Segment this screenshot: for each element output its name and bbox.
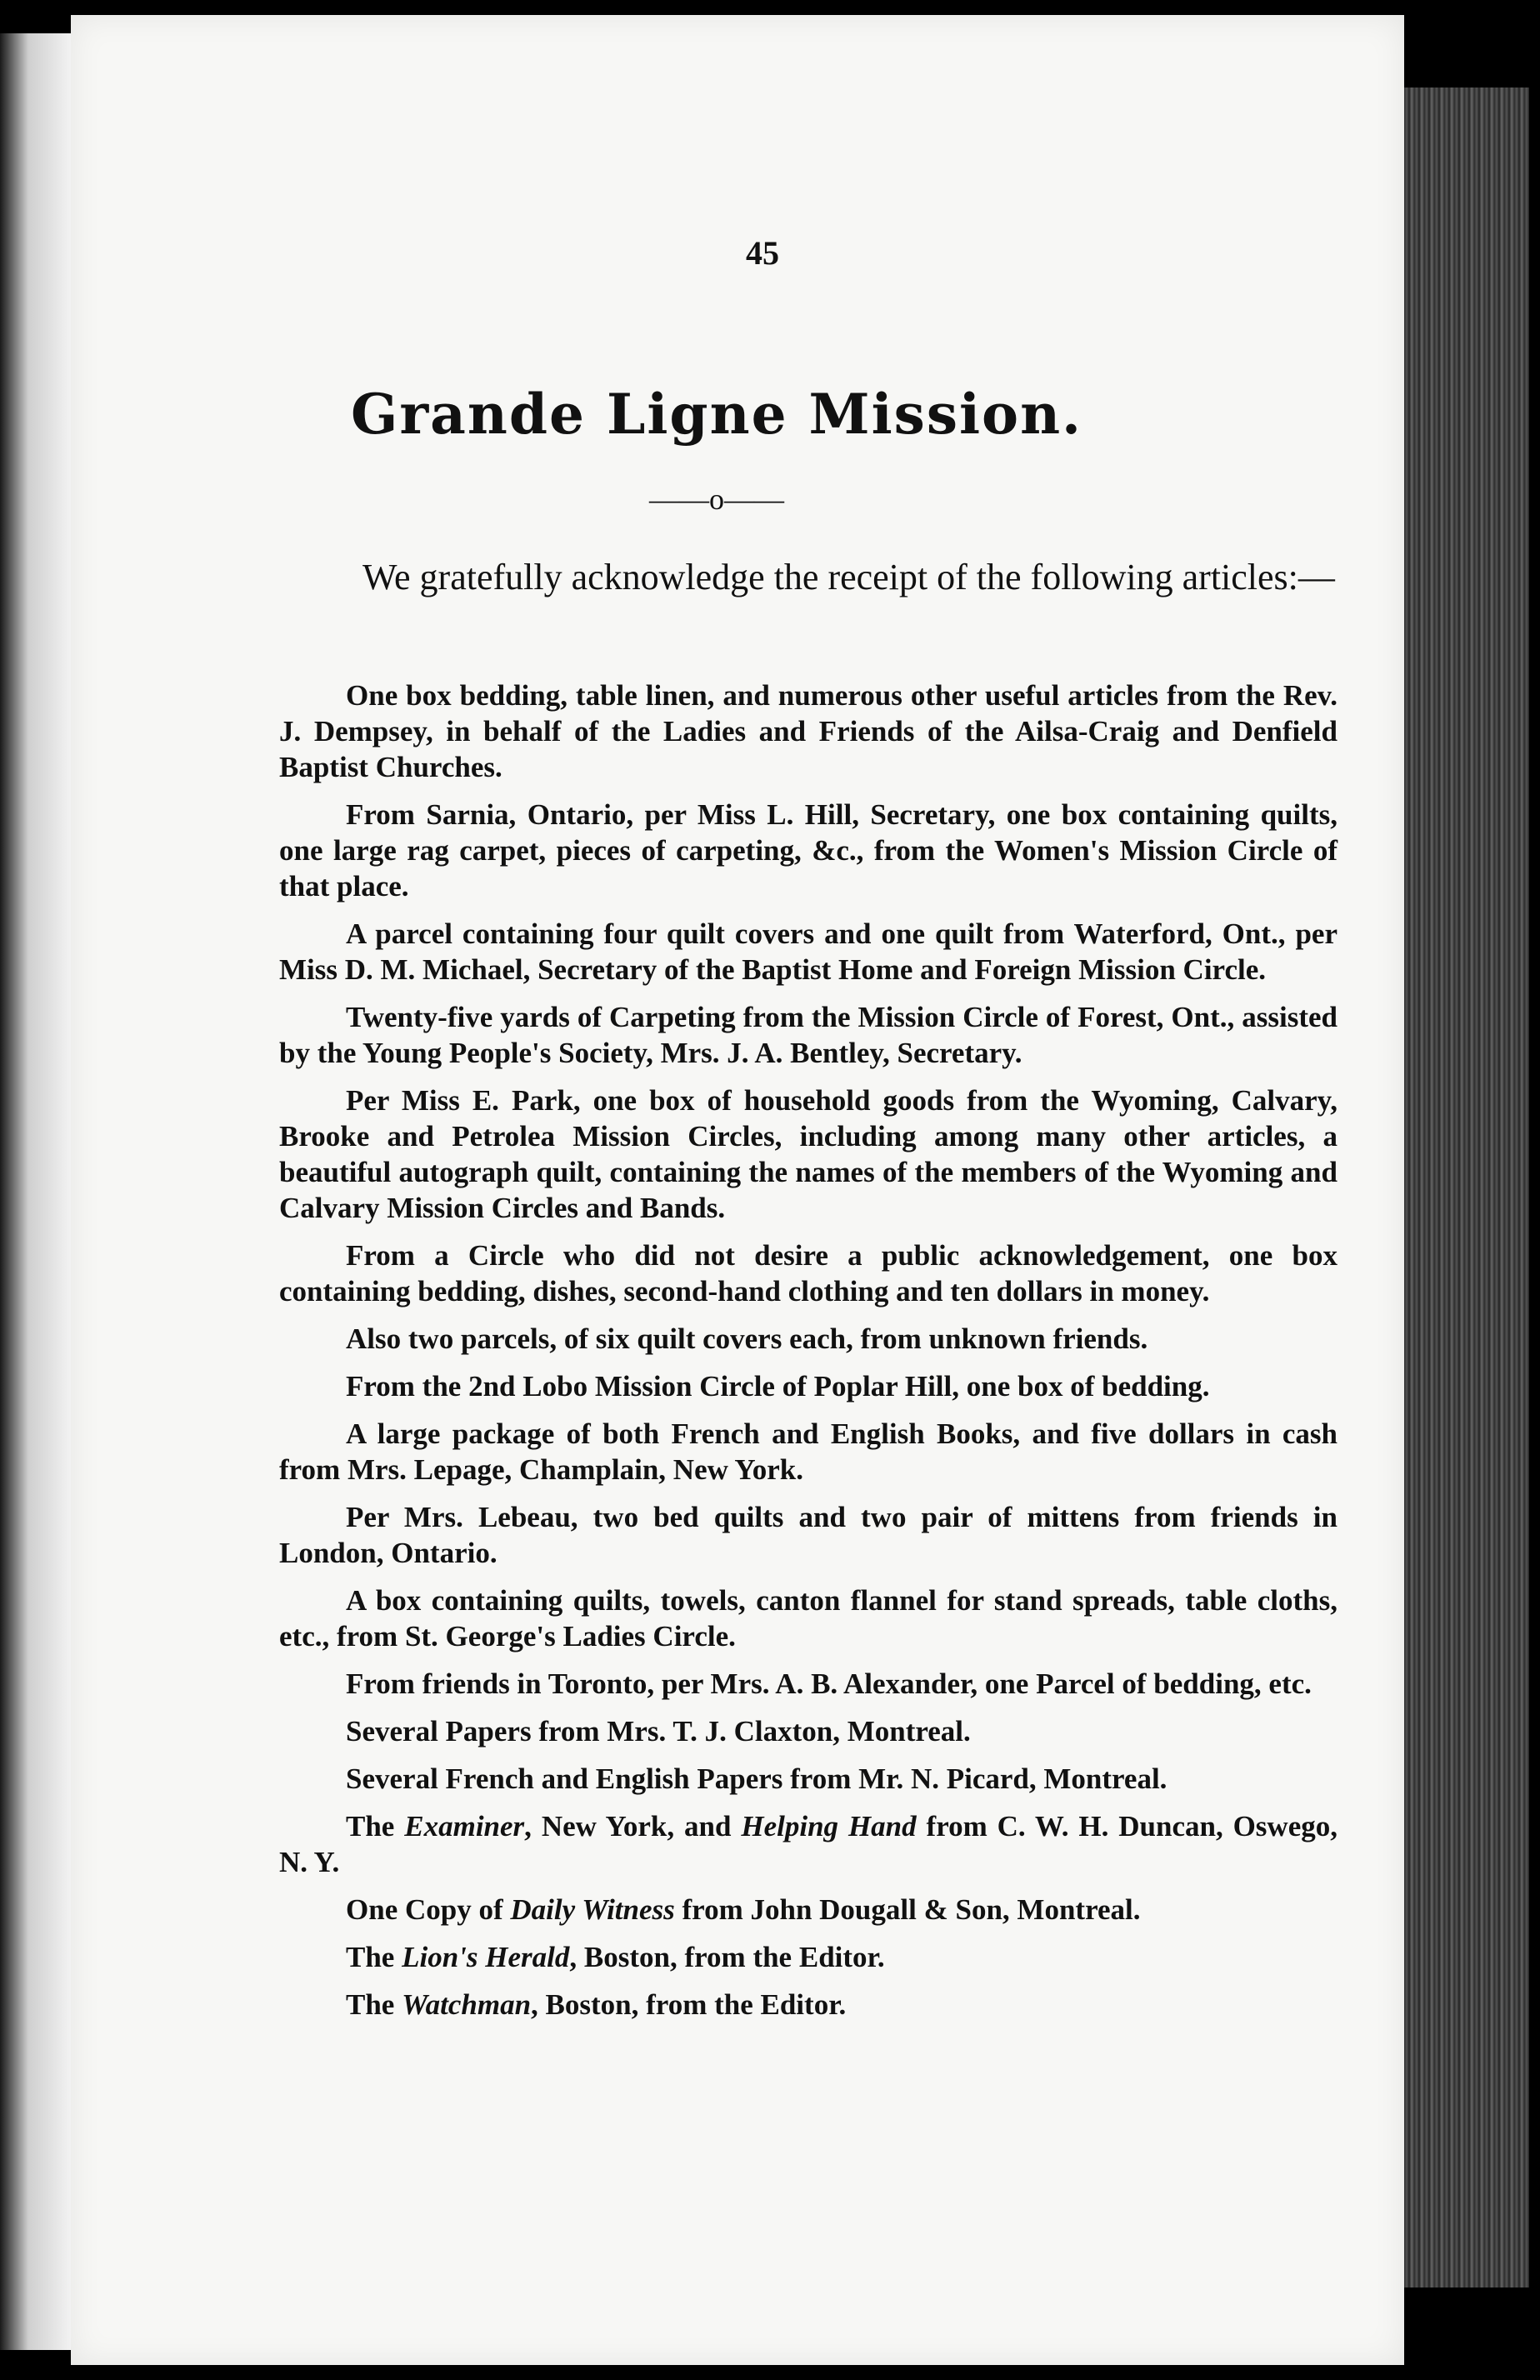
entry: From friends in Toronto, per Mrs. A. B. Alexander, one Parcel of bedding, etc. xyxy=(346,1668,1312,1700)
page xyxy=(71,15,1404,2365)
entry: A large package of both French and English Books, and five dollars in cash from Mrs. Lepage, Champlain, New York. xyxy=(279,1418,1338,1486)
entry: From the 2nd Lobo Mission Circle of Poplar Hill, one box of bedding. xyxy=(346,1370,1210,1402)
entry: Several French and English Papers from Mr. N. Picard, Montreal. xyxy=(346,1762,1168,1795)
entries-list xyxy=(279,678,1338,2034)
left-page-edge xyxy=(0,33,71,2350)
entry: From a Circle who did not desire a public acknowledgement, one box containing bedding, dishes, second-hand clothing and ten dollars in money. xyxy=(279,1239,1338,1308)
title-separator: ——o—— xyxy=(649,482,784,516)
entry: The Watchman, Boston, from the Editor. xyxy=(346,1988,847,2021)
entry: The Examiner, New York, and Helping Hand from C. W. H. Duncan, Oswego, N. Y. xyxy=(279,1810,1338,1878)
entry: Per Mrs. Lebeau, two bed quilts and two pair of mittens from friends in London, Ontario. xyxy=(279,1501,1338,1569)
book-page-stack xyxy=(1404,88,1529,2288)
entry: One box bedding, table linen, and numerous other useful articles from the Rev. J. Dempsey, in behalf of the Ladies and Friends of the Ailsa-Craig and Denfield Baptist Churches. xyxy=(279,679,1338,783)
entry: One Copy of Daily Witness from John Dougall & Son, Montreal. xyxy=(346,1893,1141,1926)
page-title: Grande Ligne Mission. xyxy=(350,382,1083,447)
entry: Twenty-five yards of Carpeting from the Mission Circle of Forest, Ont., assisted by the Young People's Society, Mrs. J. A. Bentley, Secretary. xyxy=(279,1001,1338,1069)
entry: A parcel containing four quilt covers and one quilt from Waterford, Ont., per Miss D. M. Michael, Secretary of the Baptist Home and Foreign Mission Circle. xyxy=(279,918,1338,986)
entry: Several Papers from Mrs. T. J. Claxton, Montreal. xyxy=(346,1715,971,1748)
entry: The Lion's Herald, Boston, from the Editor. xyxy=(346,1941,885,1973)
entry: From Sarnia, Ontario, per Miss L. Hill, Secretary, one box containing quilts, one large rag carpet, pieces of carpeting, &c., from the Women's Mission Circle of that place. xyxy=(279,798,1338,902)
entry: Also two parcels, of six quilt covers each, from unknown friends. xyxy=(346,1322,1148,1355)
entry: A box containing quilts, towels, canton flannel for stand spreads, table cloths, etc., from St. George's Ladies Circle. xyxy=(279,1584,1338,1652)
entry: Per Miss E. Park, one box of household goods from the Wyoming, Calvary, Brooke and Petrolea Mission Circles, including among many other articles, a beautiful autograph quilt, containing the names of the members of the Wyoming and Calvary Mission Circles and Bands. xyxy=(279,1084,1338,1224)
page-number: 45 xyxy=(746,234,779,272)
intro-paragraph: We gratefully acknowledge the receipt of the following articles:— xyxy=(362,557,1335,598)
